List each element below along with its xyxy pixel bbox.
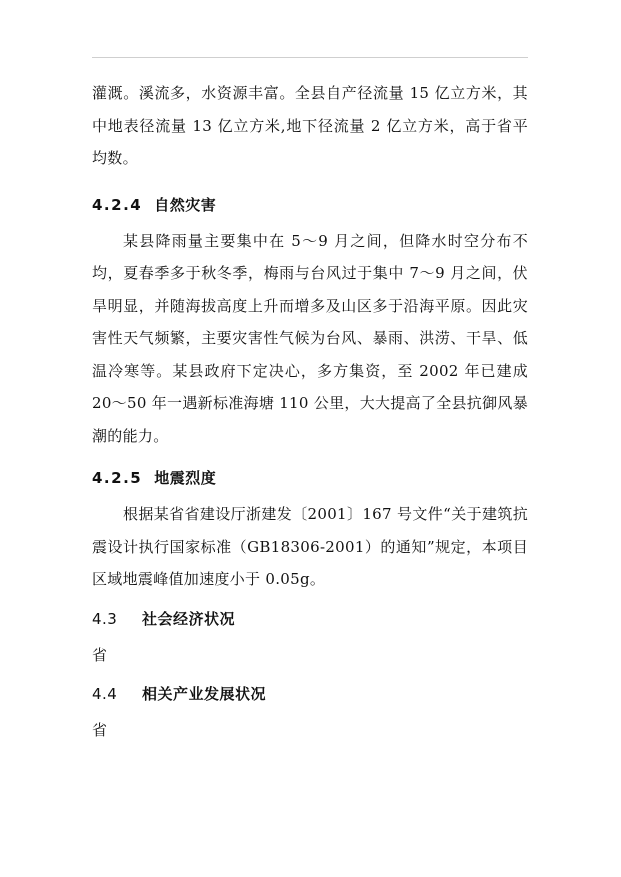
section-heading-4-2-4 [92,195,528,215]
section-title: 相关产业发展状况 [142,685,267,703]
section-heading-4-3 [92,609,528,629]
section-number: 4.3 [92,609,118,628]
document-body [92,77,528,747]
paragraph-seismic-intensity: 根据某省省建设厅浙建发〔2001〕167 号文件“关于建筑抗震设计执行国家标准（GB18306-2001）的通知”规定，本项目区域地震峰值加速度小于 0.05g。 [92,505,528,588]
section-heading-4-2-5 [92,468,528,488]
paragraph-omitted-4-4: 省 [92,721,108,739]
section-title: 社会经济状况 [142,609,236,628]
section-title: 地震烈度 [154,469,217,487]
section-title: 自然灾害 [154,195,217,214]
header-rule [92,57,528,58]
section-number: 4.2.4 [92,195,143,214]
paragraph-natural-disasters: 某县降雨量主要集中在 5～9 月之间，但降水时空分布不均，夏春季多于秋冬季，梅雨与台风过于集中 7～9 月之间，伏旱明显，并随海拔高度上升而增多及山区多于沿海平原。因此灾害性天气频繁，主要灾害性气候为台风、暴雨、洪涝、干旱、低温冷寒等。某县政府下定决心，多方集资，至 2002 年已建成 20～50 年一遇新标准海塘 110 公里，大大提高了全县抗御风暴潮的能力。 [92,231,529,445]
paragraph-water-resources: 灌溉。溪流多，水资源丰富。全县自产径流量 15 亿立方米，其中地表径流量 13 亿立方米,地下径流量 2 亿立方米，高于省平均数。 [92,84,528,167]
section-heading-4-4 [92,684,528,704]
section-number: 4.2.5 [92,469,143,487]
section-number: 4.4 [92,685,118,703]
paragraph-omitted-4-3: 省 [92,645,108,664]
